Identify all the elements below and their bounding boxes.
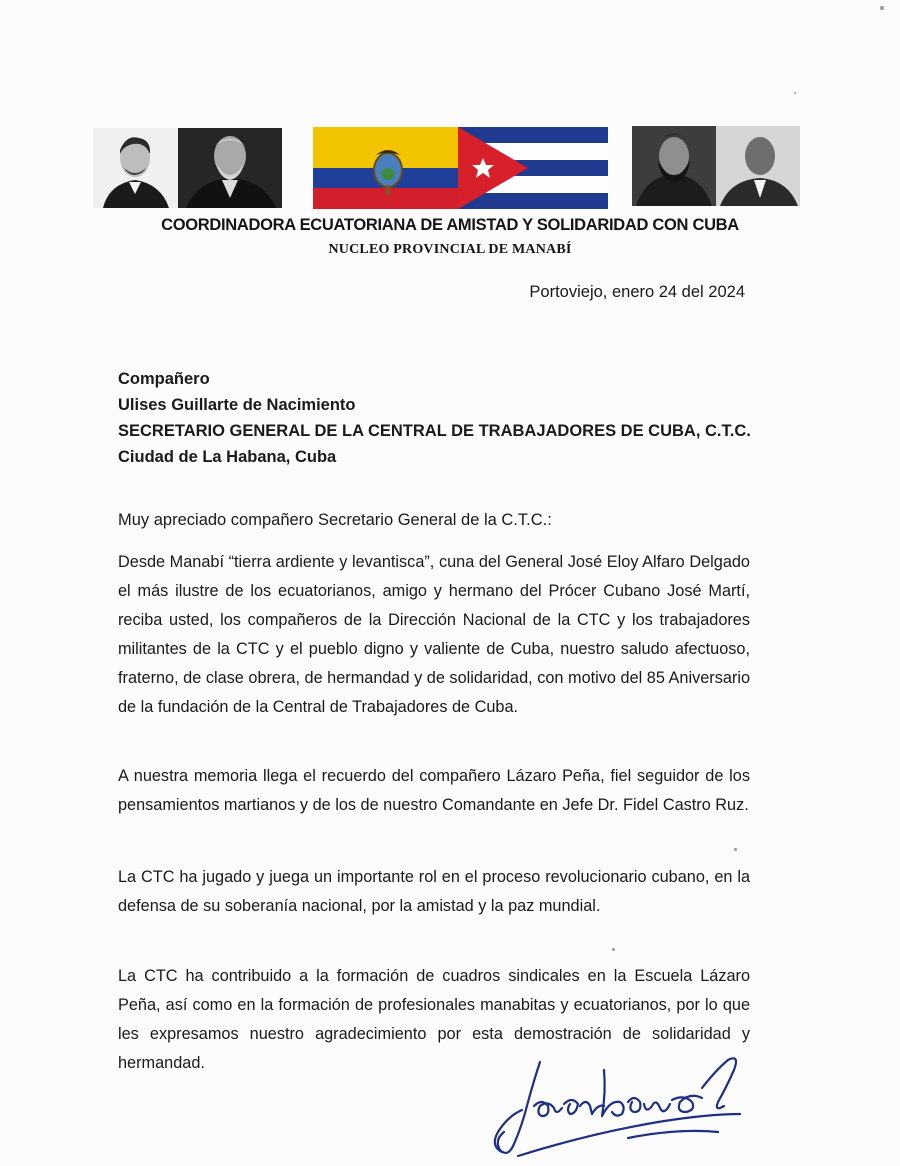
organization-title: COORDINADORA ECUATORIANA DE AMISTAD Y SOLIDARIDAD CON CUBA xyxy=(161,216,739,234)
body-paragraph: Desde Manabí “tierra ardiente y levantisca”, cuna del General José Eloy Alfaro Delgado el más ilustre de los ecuatorianos, amigo y hermano del Prócer Cubano José Martí, reciba usted, los compañeros de la Dirección Nacional de la CTC y los trabajadores militantes de la CTC y el pueblo digno y valiente de Cuba, nuestro saludo afectuoso, fraterno, de clase obrera, de hermandad y de solidaridad, con motivo del 85 Aniversario de la fundación de la Central de Trabajadores de Cuba. xyxy=(118,553,750,716)
portrait-photo-lazaro xyxy=(716,126,800,206)
portrait-photo-alfaro xyxy=(178,128,282,208)
portrait-photo-marti xyxy=(93,128,178,208)
handwritten-signature xyxy=(478,1040,758,1164)
recipient-name: Ulises Guillarte de Nacimiento xyxy=(118,396,356,414)
scan-speck xyxy=(612,948,615,951)
ecuador-cuba-flags xyxy=(313,127,608,209)
salutation: Muy apreciado compañero Secretario General de la C.T.C.: xyxy=(118,511,552,529)
portrait-photo-fidel xyxy=(632,126,716,206)
organization-subtitle: NUCLEO PROVINCIAL DE MANABÍ xyxy=(328,242,572,257)
recipient-location: Ciudad de La Habana, Cuba xyxy=(118,448,337,466)
recipient-greeting: Compañero xyxy=(118,370,210,388)
scan-speck xyxy=(734,848,737,851)
body-paragraph: La CTC ha jugado y juega un importante rol en el proceso revolucionario cubano, en la defensa de su soberanía nacional, por la amistad y la paz mundial. xyxy=(118,868,750,915)
body-paragraph: A nuestra memoria llega el recuerdo del compañero Lázaro Peña, fiel seguidor de los pensamientos martianos y de los de nuestro Comandante en Jefe Dr. Fidel Castro Ruz. xyxy=(118,767,750,814)
scan-speck xyxy=(794,92,796,94)
recipient-title: SECRETARIO GENERAL DE LA CENTRAL DE TRABAJADORES DE CUBA, C.T.C. xyxy=(118,422,751,440)
recipient-block xyxy=(118,366,751,470)
scan-speck xyxy=(880,6,884,10)
letter-date: Portoviejo, enero 24 del 2024 xyxy=(529,283,745,301)
body-paragraph: La CTC ha contribuido a la formación de cuadros sindicales en la Escuela Lázaro Peña, así como en la formación de profesionales manabitas y ecuatorianos, por lo que les expresamos nuestro agradecimiento por esta demostración de solidaridad y hermandad. xyxy=(118,967,750,1072)
